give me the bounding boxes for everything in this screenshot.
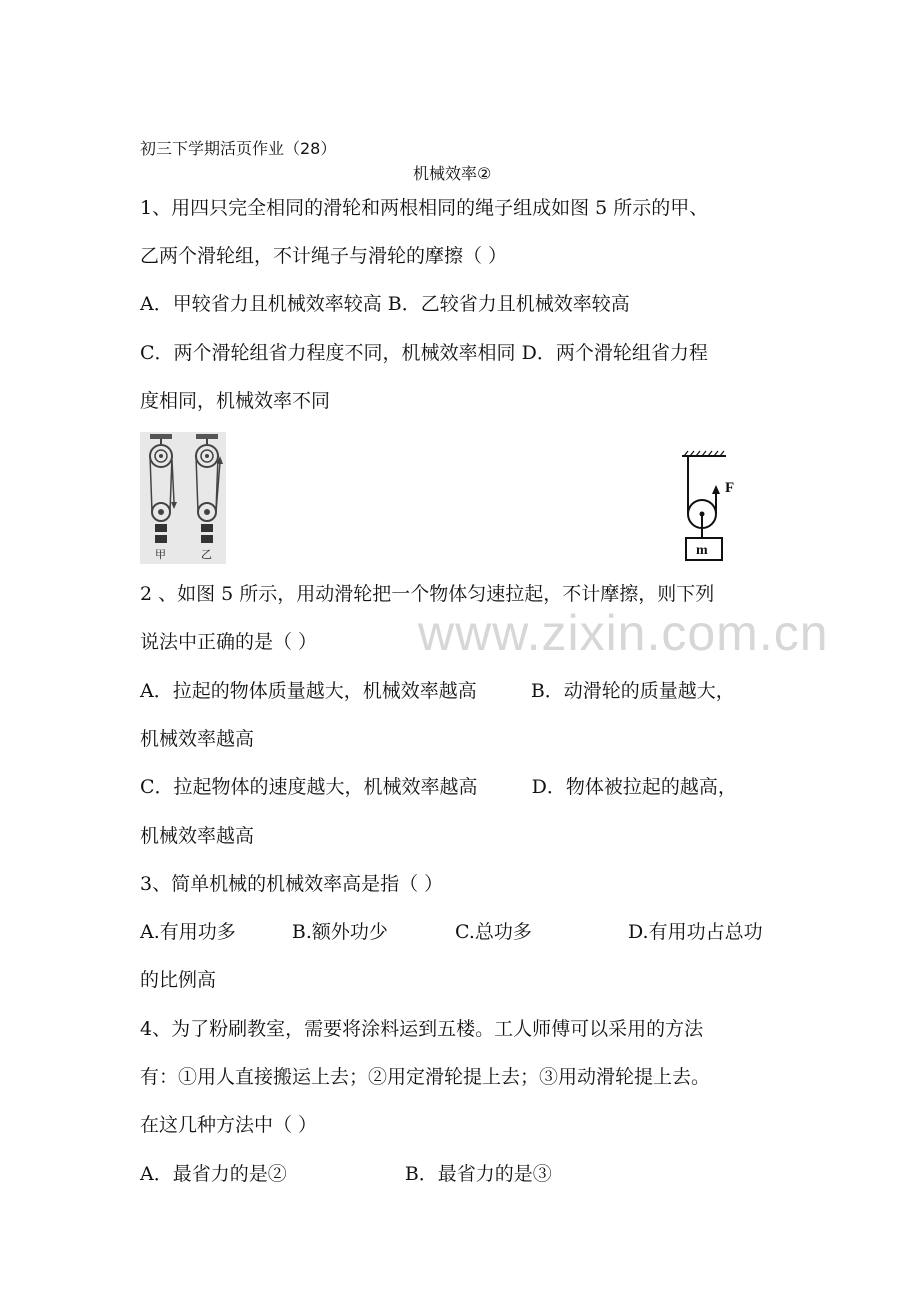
pulley-figure-2 [678, 448, 738, 566]
q4-option-a: A．最省力的是② [140, 1163, 287, 1185]
force-label: F [725, 480, 735, 496]
q3-option-d: D.有用功占总功 [627, 921, 763, 943]
watermark: www.zixin.com.cn [418, 605, 829, 661]
q4-option-b: B．最省力的是③ [404, 1163, 552, 1185]
q2-option-d: D．物体被拉起的越高， [531, 776, 737, 798]
q4-options-ab [140, 1162, 552, 1186]
q3-option-b: B.额外功少 [291, 921, 388, 943]
q3-line1: 3、简单机械的机械效率高是指（ ） [140, 873, 444, 895]
figure-label-jia: 甲 [155, 548, 166, 561]
q3-options [140, 920, 763, 944]
q2-option-b-cont: 机械效率越高 [140, 728, 255, 750]
movable-pulley-diagram [678, 448, 738, 566]
q2-options-cd [140, 775, 737, 799]
q1-option-d: D．两个滑轮组省力程 [521, 342, 708, 364]
pulley-figure-1 [140, 432, 226, 564]
q1-option-a: A．甲较省力且机械效率较高 [140, 293, 382, 315]
page-title: 机械效率② [413, 164, 492, 183]
pulley-block-diagram [140, 432, 226, 564]
q1-options-cd [140, 341, 708, 365]
q1-options-ab [140, 292, 630, 316]
q4-line3: 在这几种方法中（ ） [140, 1114, 318, 1136]
q1-option-c: C．两个滑轮组省力程度不同，机械效率相同 [140, 342, 516, 364]
figure-label-yi: 乙 [201, 548, 212, 561]
q2-option-c: C．拉起物体的速度越大，机械效率越高 [140, 776, 478, 798]
q2-options-ab [140, 679, 735, 703]
q2-option-b: B．动滑轮的质量越大， [530, 680, 735, 702]
mass-label: m [696, 543, 708, 558]
q1-line1: 1、用四只完全相同的滑轮和两根相同的绳子组成如图 5 所示的甲、 [140, 197, 709, 219]
q3-option-d-cont: 的比例高 [140, 969, 217, 991]
q4-line2: 有：①用人直接搬运上去；②用定滑轮提上去；③用动滑轮提上去。 [140, 1066, 711, 1088]
q2-line1: 2 、如图 5 所示，用动滑轮把一个物体匀速拉起，不计摩擦，则下列 [140, 583, 715, 605]
q1-option-d-cont: 度相同，机械效率不同 [140, 390, 331, 412]
q4-line1: 4、为了粉刷教室，需要将涂料运到五楼。工人师傅可以采用的方法 [140, 1018, 704, 1040]
q3-option-a: A.有用功多 [140, 921, 236, 943]
q2-option-a: A．拉起的物体质量越大，机械效率越高 [140, 680, 477, 702]
q2-option-d-cont: 机械效率越高 [140, 825, 255, 847]
q1-option-b: B．乙较省力且机械效率较高 [387, 293, 630, 315]
header-series: 初三下学期活页作业（28） [140, 139, 337, 158]
q2-line2: 说法中正确的是（ ） [140, 631, 318, 653]
q3-option-c: C.总功多 [454, 921, 532, 943]
q1-line2: 乙两个滑轮组，不计绳子与滑轮的摩擦（ ） [140, 245, 508, 267]
